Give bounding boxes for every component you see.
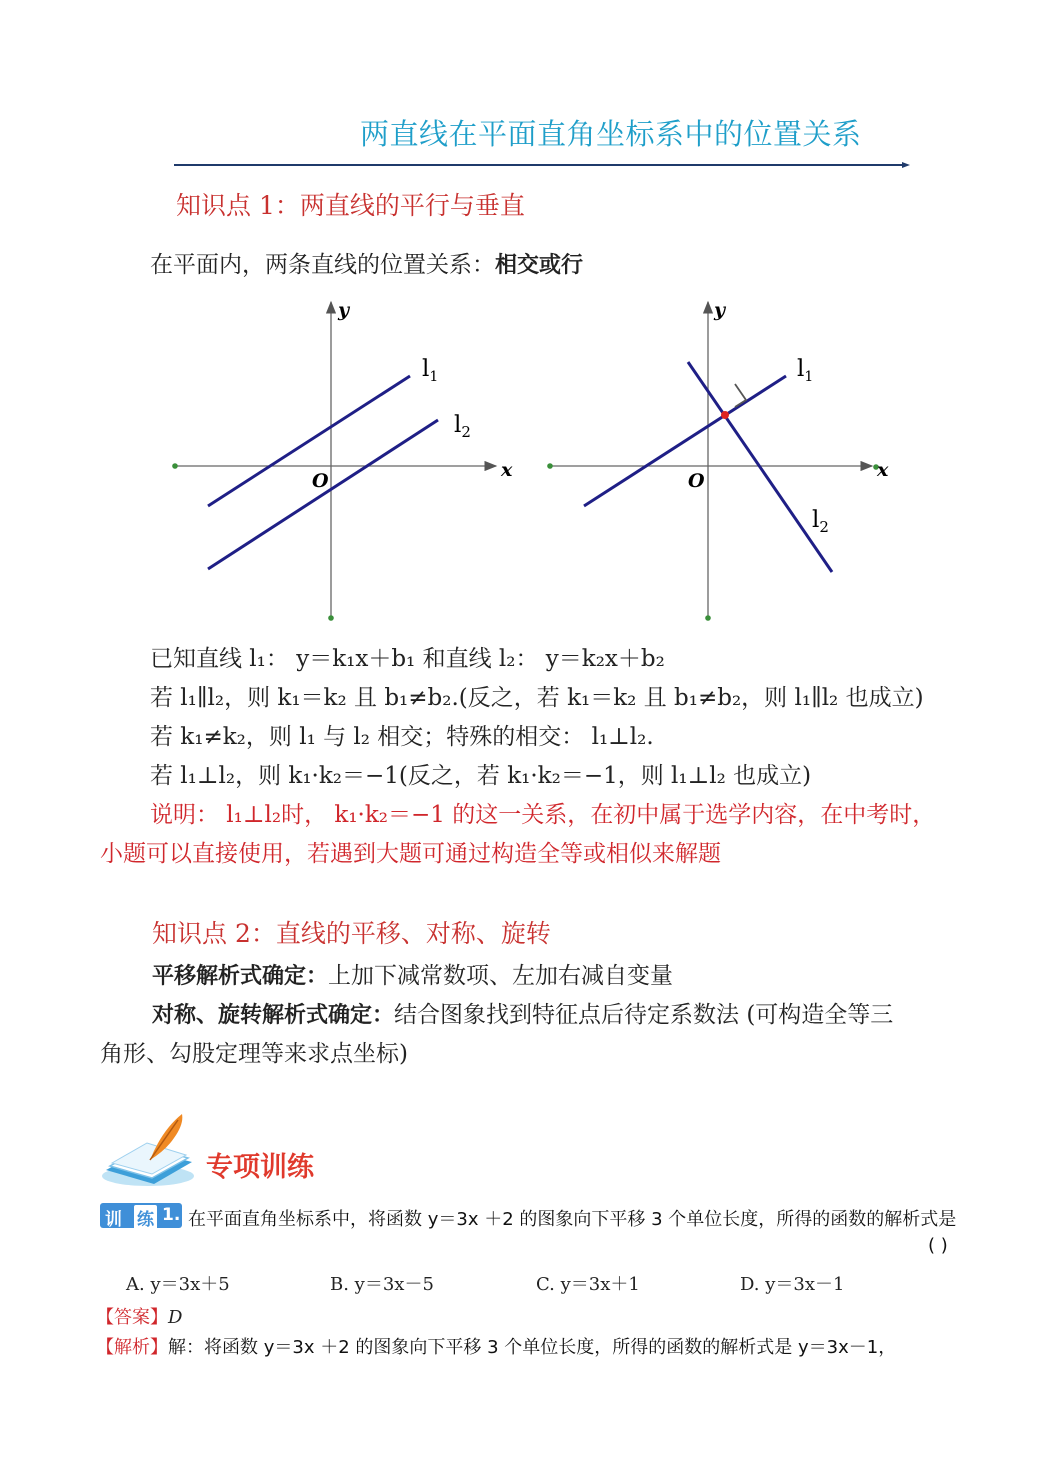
analysis-row: [96, 1333, 896, 1359]
right-y-label: y: [714, 299, 726, 321]
right-x-axis-endpoint: [547, 463, 553, 469]
kp2-p1-text: 上加下减常数项、左加右减自变量: [328, 963, 674, 989]
left-line-l2: [208, 420, 438, 569]
kp2-p2-bold: 对称、旋转解析式确定：: [152, 1003, 395, 1028]
answer-value: D: [168, 1307, 183, 1328]
formula-line-2: 若 l₁∥l₂，则 k₁＝k₂ 且 b₁≠b₂.(反之，若 k₁＝k₂ 且 b₁≠b₂，则 l₁∥l₂ 也成立): [150, 685, 924, 711]
option-d: D. y＝3x－1: [740, 1274, 845, 1295]
analysis-text: 解：将函数 y＝3x ＋2 的图象向下平移 3 个单位长度，所得的函数的解析式是 y＝3x－1，: [168, 1337, 897, 1358]
answer-paren: ( ): [928, 1235, 948, 1256]
title-underline: [174, 164, 904, 166]
left-x-axis-endpoint: [172, 463, 178, 469]
badge-char-2: 练: [134, 1205, 157, 1230]
kp2-para-1: [152, 957, 673, 990]
kp2-para-2: [152, 996, 893, 1029]
kp1-intro-bold: 相交或行: [495, 253, 584, 278]
left-origin-label: O: [312, 470, 329, 492]
book-quill-icon: [100, 1110, 200, 1190]
badge-char-1: 训: [105, 1210, 122, 1230]
option-c: C. y＝3x＋1: [536, 1274, 640, 1295]
kp2-p1-bold: 平移解析式确定：: [152, 964, 329, 989]
analysis-tag: 【解析】: [96, 1337, 168, 1358]
section-heading: 专项训练: [206, 1152, 314, 1183]
kp2-p2-text: 结合图象找到特征点后待定系数法 (可构造全等三: [394, 1002, 894, 1028]
note-line-1: 说明： l₁⊥l₂时， k₁·k₂＝−1 的这一关系，在初中属于选学内容，在中考时，: [150, 802, 936, 828]
note-line-2: 小题可以直接使用，若遇到大题可通过构造全等或相似来解题: [100, 841, 721, 867]
option-b: B. y＝3x－5: [330, 1274, 434, 1295]
kp2-para-2-cont: 角形、勾股定理等来求点坐标): [100, 1041, 408, 1067]
page-title: 两直线在平面直角坐标系中的位置关系: [360, 117, 862, 151]
figures: [160, 296, 900, 626]
kp1-heading: 知识点 1：两直线的平行与垂直: [176, 191, 525, 220]
formula-line-1: 已知直线 l₁： y＝k₁x＋b₁ 和直线 l₂： y＝k₂x＋b₂: [150, 646, 665, 672]
right-l1-label: $l_1$: [797, 356, 814, 385]
right-l2-label: $l_2$: [812, 507, 829, 536]
exercise-badge: [100, 1203, 182, 1228]
figure-perpendicular: [547, 299, 889, 621]
figure-parallel: [172, 299, 513, 621]
kp1-intro: [150, 246, 583, 279]
kp2-heading: 知识点 2：直线的平移、对称、旋转: [152, 919, 551, 948]
left-line-l1: [208, 376, 410, 506]
left-y-axis-endpoint: [328, 615, 334, 621]
option-a: A. y＝3x＋5: [126, 1274, 230, 1295]
answer-row: [96, 1303, 182, 1329]
left-x-label: x: [501, 459, 513, 481]
left-l1-label: $l_1$: [422, 356, 439, 385]
formula-line-3: 若 k₁≠k₂，则 l₁ 与 l₂ 相交；特殊的相交： l₁⊥l₂.: [150, 724, 654, 750]
intersection-point: [721, 411, 729, 419]
formula-line-4: 若 l₁⊥l₂，则 k₁·k₂＝−1(反之，若 k₁·k₂＝−1，则 l₁⊥l₂ 也成立): [150, 763, 812, 789]
kp1-intro-text: 在平面内，两条直线的位置关系：: [150, 252, 495, 278]
badge-number: 1.: [162, 1205, 181, 1225]
left-y-label: y: [338, 299, 350, 321]
answer-tag: 【答案】: [96, 1307, 168, 1328]
right-origin-label: O: [688, 470, 705, 492]
right-x-label: x: [877, 459, 889, 481]
left-l2-label: $l_2$: [454, 412, 471, 441]
right-line-l1: [584, 376, 786, 506]
exercise-question: 在平面直角坐标系中，将函数 y＝3x ＋2 的图象向下平移 3 个单位长度，所得的函数的解析式是: [188, 1209, 957, 1230]
right-y-axis-endpoint: [705, 615, 711, 621]
